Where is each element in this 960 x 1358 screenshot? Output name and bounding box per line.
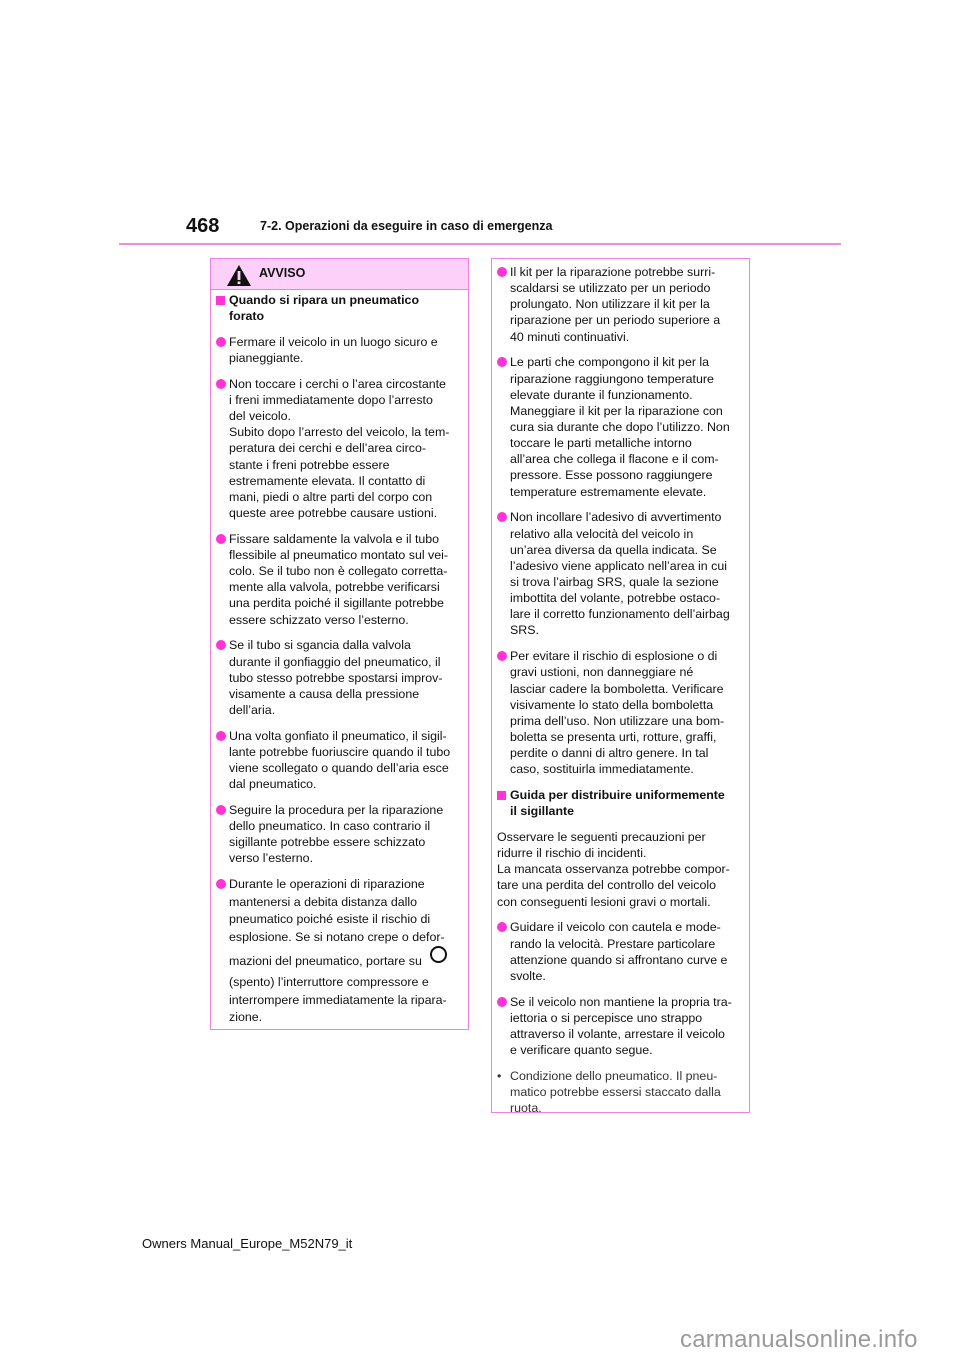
text-line	[510, 994, 743, 1010]
text-line-content: ridurre il rischio di incidenti.	[497, 846, 647, 861]
text-line-content: Seguire la procedura per la riparazione	[229, 802, 444, 817]
text-line	[510, 681, 743, 697]
text-line	[229, 992, 462, 1010]
subheading	[216, 292, 462, 324]
text-line	[229, 654, 462, 670]
text-line	[229, 612, 462, 628]
text-line	[510, 1100, 743, 1116]
text-line	[510, 622, 743, 638]
text-line	[510, 787, 743, 803]
text-line	[229, 702, 462, 718]
text-line	[510, 761, 743, 777]
text-line	[229, 744, 462, 760]
text-line	[510, 371, 743, 387]
text-line	[229, 760, 462, 776]
text-line-content: boletta se presenta urti, rotture, graffi,	[510, 730, 717, 744]
bullet-dot-icon	[216, 337, 226, 347]
text-line-content: dello pneumatico. In caso contrario il	[229, 819, 431, 834]
text-line	[229, 776, 462, 792]
bullet-dot-icon	[216, 640, 226, 650]
text-line	[229, 974, 462, 992]
text-line	[510, 606, 743, 622]
text-line-content: temperature estremamente elevate.	[510, 484, 707, 499]
text-line-content: peratura dei cerchi e dell’area circo-	[229, 441, 426, 456]
text-line-content: visivamente lo stato della bomboletta	[510, 697, 714, 712]
text-line	[497, 894, 743, 910]
text-line	[510, 713, 743, 729]
text-line-content: iettoria o si percepisce uno strappo	[510, 1010, 703, 1025]
text-line	[229, 308, 462, 324]
text-line	[229, 850, 462, 866]
text-line-content: Se il tubo si sgancia dalla valvola	[229, 638, 411, 653]
subheading	[497, 787, 743, 819]
text-line	[510, 664, 743, 680]
text-line	[497, 829, 743, 845]
text-line	[229, 457, 462, 473]
text-line-content: verso l’esterno.	[229, 851, 314, 866]
text-line	[510, 697, 743, 713]
text-line-content: cura sia durante che dopo l’utilizzo. Non	[510, 420, 730, 434]
text-line-content: svolte.	[510, 968, 546, 983]
text-line-content: l’adesivo viene applicato nell’area in cui	[510, 558, 727, 573]
text-line-content: toccare le parti metalliche intorno	[510, 436, 692, 451]
bullet-item	[497, 509, 743, 638]
bullet-item	[497, 1068, 743, 1116]
text-line-content: mazioni del pneumatico, portare su	[229, 954, 422, 969]
text-line	[510, 467, 743, 483]
text-line	[510, 1042, 743, 1058]
bullet-dot-icon	[497, 997, 507, 1007]
text-line-content: riparazione raggiungono temperature	[510, 371, 714, 386]
text-line-content: tubo stesso potrebbe spostarsi improv-	[229, 670, 443, 685]
text-line-content: stante i freni potrebbe essere	[229, 457, 390, 472]
text-line-content: estremamente elevata. Il contatto di	[229, 473, 426, 488]
text-line	[229, 292, 462, 308]
text-line-content: attraverso il volante, arrestare il veicolo	[510, 1026, 725, 1041]
text-line-content: si trova l’airbag SRS, quale la sezione	[510, 575, 719, 589]
bullet-dot-icon	[216, 805, 226, 815]
text-line-content: e verificare quanto segue.	[510, 1043, 653, 1058]
text-line	[510, 729, 743, 745]
text-line-content: Quando si ripara un pneumatico	[229, 293, 420, 307]
text-line	[510, 435, 743, 451]
text-line	[510, 264, 743, 280]
text-line	[510, 648, 743, 664]
text-line-content: Non incollare l’adesivo di avvertimento	[510, 510, 722, 525]
text-line	[229, 392, 462, 408]
text-line-content: interrompere immediatamente la ripara-	[229, 992, 447, 1007]
text-line-content: dell’aria.	[229, 702, 276, 717]
text-line-content: i freni immediatamente dopo l’arresto	[229, 392, 433, 407]
warning-triangle-icon	[226, 264, 252, 287]
text-line	[229, 547, 462, 563]
bullet-dot-icon	[216, 379, 226, 389]
text-line-content: attenzione quando si affrontano curve e	[510, 952, 728, 967]
text-line	[510, 329, 743, 345]
text-line-content: scaldarsi se utilizzato per un periodo	[510, 281, 711, 296]
text-line-content: lasciar cadere la bomboletta. Verificare	[510, 681, 724, 696]
text-line-content: il sigillante	[510, 804, 575, 819]
warning-box-left	[210, 258, 469, 1030]
text-line-content: zione.	[229, 1010, 263, 1025]
text-line-content: lare il corretto funzionamento dell’airbag	[510, 607, 730, 622]
text-line-content: del veicolo.	[229, 409, 291, 424]
text-line-content: Durante le operazioni di riparazione	[229, 877, 425, 892]
text-line	[510, 936, 743, 952]
bullet-item	[216, 876, 462, 1027]
square-bullet-icon	[216, 296, 225, 305]
warning-items-right	[492, 262, 749, 1116]
text-line	[229, 334, 462, 350]
bullet-item	[216, 531, 462, 628]
section-title: 7-2. Operazioni da eseguire in caso di emergenza	[260, 219, 553, 233]
bullet-item	[216, 728, 462, 793]
text-line	[229, 728, 462, 744]
text-line	[229, 505, 462, 521]
bullet-dot-icon	[497, 357, 507, 367]
text-line	[510, 574, 743, 590]
text-line	[510, 803, 743, 819]
text-line	[510, 1068, 743, 1084]
text-line	[510, 919, 743, 935]
text-line	[229, 579, 462, 595]
power-off-icon	[430, 946, 447, 963]
text-line-content: all’area che collega il flacone e il com-	[510, 452, 719, 467]
text-line-content: caso, sostituirla immediatamente.	[510, 762, 694, 777]
text-line-content: La mancata osservanza potrebbe compor-	[497, 862, 730, 877]
text-line	[229, 876, 462, 894]
text-line-content: tare una perdita del controllo del veicolo	[497, 878, 717, 893]
text-line-content: SRS.	[510, 623, 539, 638]
text-line-content: colo. Se il tubo non è collegato corretta-	[229, 564, 448, 579]
text-line	[229, 408, 462, 424]
bullet-marker: •	[497, 1068, 502, 1083]
text-line	[229, 531, 462, 547]
bullet-item	[497, 264, 743, 345]
footer-text: Owners Manual_Europe_M52N79_it	[142, 1236, 353, 1251]
text-line-content: essere schizzato verso l’esterno.	[229, 612, 409, 627]
text-line-content: visamente a causa della pressione	[229, 686, 420, 701]
text-line	[229, 834, 462, 850]
text-line-content: gravi ustioni, non danneggiare né	[510, 665, 694, 680]
warning-box-right	[491, 258, 750, 1116]
text-line-content: pianeggiante.	[229, 351, 304, 366]
text-line	[510, 419, 743, 435]
text-line-content: prolungato. Non utilizzare il kit per la	[510, 297, 710, 312]
text-line-content: durante il gonfiaggio del pneumatico, il	[229, 654, 441, 669]
bullet-item	[216, 802, 462, 867]
text-line-content: relativo alla velocità del veicolo in	[510, 526, 694, 541]
text-line-content: Guida per distribuire uniformemente	[510, 788, 725, 803]
watermark: carmanualsonline.info	[680, 1326, 918, 1353]
text-line-content: Osservare le seguenti precauzioni per	[497, 829, 706, 844]
text-line	[510, 968, 743, 984]
text-line-content: un’area diversa da quella indicata. Se	[510, 542, 717, 557]
text-line	[497, 861, 743, 877]
text-line	[229, 802, 462, 818]
text-line-content: mantenersi a debita distanza dallo	[229, 894, 418, 909]
bullet-item	[497, 994, 743, 1059]
text-line	[510, 1010, 743, 1026]
text-line	[229, 1009, 462, 1027]
text-line	[229, 929, 462, 947]
text-line	[510, 403, 743, 419]
bullet-dot-icon	[216, 534, 226, 544]
text-line-content: pneumatico poiché esiste il rischio di	[229, 912, 431, 927]
bullet-item	[497, 354, 743, 499]
text-line-content: rando la velocità. Prestare particolare	[510, 936, 716, 951]
text-line	[510, 354, 743, 370]
text-line-content: 40 minuti continuativi.	[510, 329, 630, 344]
bullet-dot-icon	[497, 267, 507, 277]
bullet-item	[497, 919, 743, 984]
text-line	[229, 818, 462, 834]
bullet-dot-icon	[216, 879, 226, 889]
bullet-item	[497, 648, 743, 777]
text-line-content: Fermare il veicolo in un luogo sicuro e	[229, 334, 438, 349]
text-line-content: mani, piedi o altre parti del corpo con	[229, 489, 433, 504]
bullet-dot-icon	[497, 512, 507, 522]
text-line	[510, 526, 743, 542]
text-line	[229, 376, 462, 392]
warning-items-left	[211, 290, 468, 1027]
text-line-content: matico potrebbe essersi staccato dalla	[510, 1084, 721, 1099]
text-line	[510, 558, 743, 574]
text-line	[229, 894, 462, 912]
text-line	[510, 1084, 743, 1100]
header-divider	[119, 243, 841, 245]
text-line	[497, 877, 743, 893]
text-line-content: Una volta gonfiato il pneumatico, il sigil-	[229, 728, 447, 743]
bullet-item	[216, 376, 462, 521]
square-bullet-icon	[497, 791, 506, 800]
warning-header	[211, 259, 468, 290]
text-line-content: perdite o danni di altro genere. In tal	[510, 746, 709, 761]
text-line	[510, 484, 743, 500]
text-line	[229, 637, 462, 653]
text-line-content: Subito dopo l’arresto del veicolo, la tem-	[229, 425, 450, 440]
text-line	[229, 563, 462, 579]
text-line-content: Se il veicolo non mantiene la propria tra-	[510, 994, 732, 1009]
page-number: 468	[186, 215, 220, 237]
text-line	[510, 280, 743, 296]
text-line	[510, 509, 743, 525]
text-line-content: dal pneumatico.	[229, 777, 317, 792]
text-line	[229, 489, 462, 505]
bullet-item	[216, 334, 462, 366]
bullet-dot-icon	[216, 731, 226, 741]
text-line	[510, 1026, 743, 1042]
text-line-content: Fissare saldamente la valvola e il tubo	[229, 531, 440, 546]
text-line-content: Maneggiare il kit per la riparazione con	[510, 403, 723, 418]
text-line-content: riparazione per un periodo superiore a	[510, 313, 721, 328]
text-line	[497, 845, 743, 861]
warning-title: AVVISO	[259, 266, 306, 280]
text-line	[229, 686, 462, 702]
text-line-content: viene scollegato o quando dell’aria esce	[229, 761, 449, 776]
bullet-dot-icon	[497, 651, 507, 661]
text-line	[229, 350, 462, 366]
text-line-content: imbottita del volante, potrebbe ostaco-	[510, 591, 721, 606]
text-line-content: queste aree potrebbe causare ustioni.	[229, 506, 438, 521]
text-line-content: elevate durante il funzionamento.	[510, 387, 693, 402]
text-line-content: forato	[229, 309, 265, 324]
text-line-content: prima dell’uso. Non utilizzare una bom-	[510, 713, 725, 728]
text-line-content: Per evitare il rischio di esplosione o di	[510, 649, 718, 664]
text-line-content: ruota.	[510, 1101, 542, 1116]
text-line-content: Non toccare i cerchi o l’area circostante	[229, 376, 446, 391]
text-line	[510, 451, 743, 467]
text-line-content: sigillante potrebbe essere schizzato	[229, 835, 426, 850]
text-line	[229, 473, 462, 489]
text-line-content: mente alla valvola, potrebbe verificarsi	[229, 580, 440, 595]
text-line-content: flessibile al pneumatico montato sul vei-	[229, 547, 449, 562]
text-line	[229, 946, 462, 974]
text-line-content: Il kit per la riparazione potrebbe surri-	[510, 265, 716, 279]
text-line	[510, 312, 743, 328]
text-line-content: pressore. Esse possono raggiungere	[510, 468, 713, 483]
text-line	[510, 590, 743, 606]
text-line-content: (spento) l’interruttore compressore e	[229, 975, 429, 990]
text-line-content: esplosione. Se si notano crepe o defor-	[229, 929, 445, 944]
text-line	[229, 911, 462, 929]
text-line	[510, 745, 743, 761]
bullet-item	[216, 637, 462, 718]
bullet-dot-icon	[497, 922, 507, 932]
text-line	[510, 387, 743, 403]
text-line-content: Guidare il veicolo con cautela e mode-	[510, 920, 721, 935]
text-line	[229, 424, 462, 440]
text-line-content: con conseguenti lesioni gravi o mortali.	[497, 894, 711, 909]
text-line-content: una perdita poiché il sigillante potrebbe	[229, 596, 444, 611]
text-line	[229, 440, 462, 456]
text-line	[229, 670, 462, 686]
text-line	[510, 952, 743, 968]
text-line-content: lante potrebbe fuoriuscire quando il tubo	[229, 744, 451, 759]
text-line	[229, 595, 462, 611]
text-line	[510, 296, 743, 312]
paragraph	[497, 829, 743, 910]
text-line-content: Le parti che compongono il kit per la	[510, 355, 710, 370]
text-line-content: Condizione dello pneumatico. Il pneu-	[510, 1068, 718, 1083]
text-line	[510, 542, 743, 558]
